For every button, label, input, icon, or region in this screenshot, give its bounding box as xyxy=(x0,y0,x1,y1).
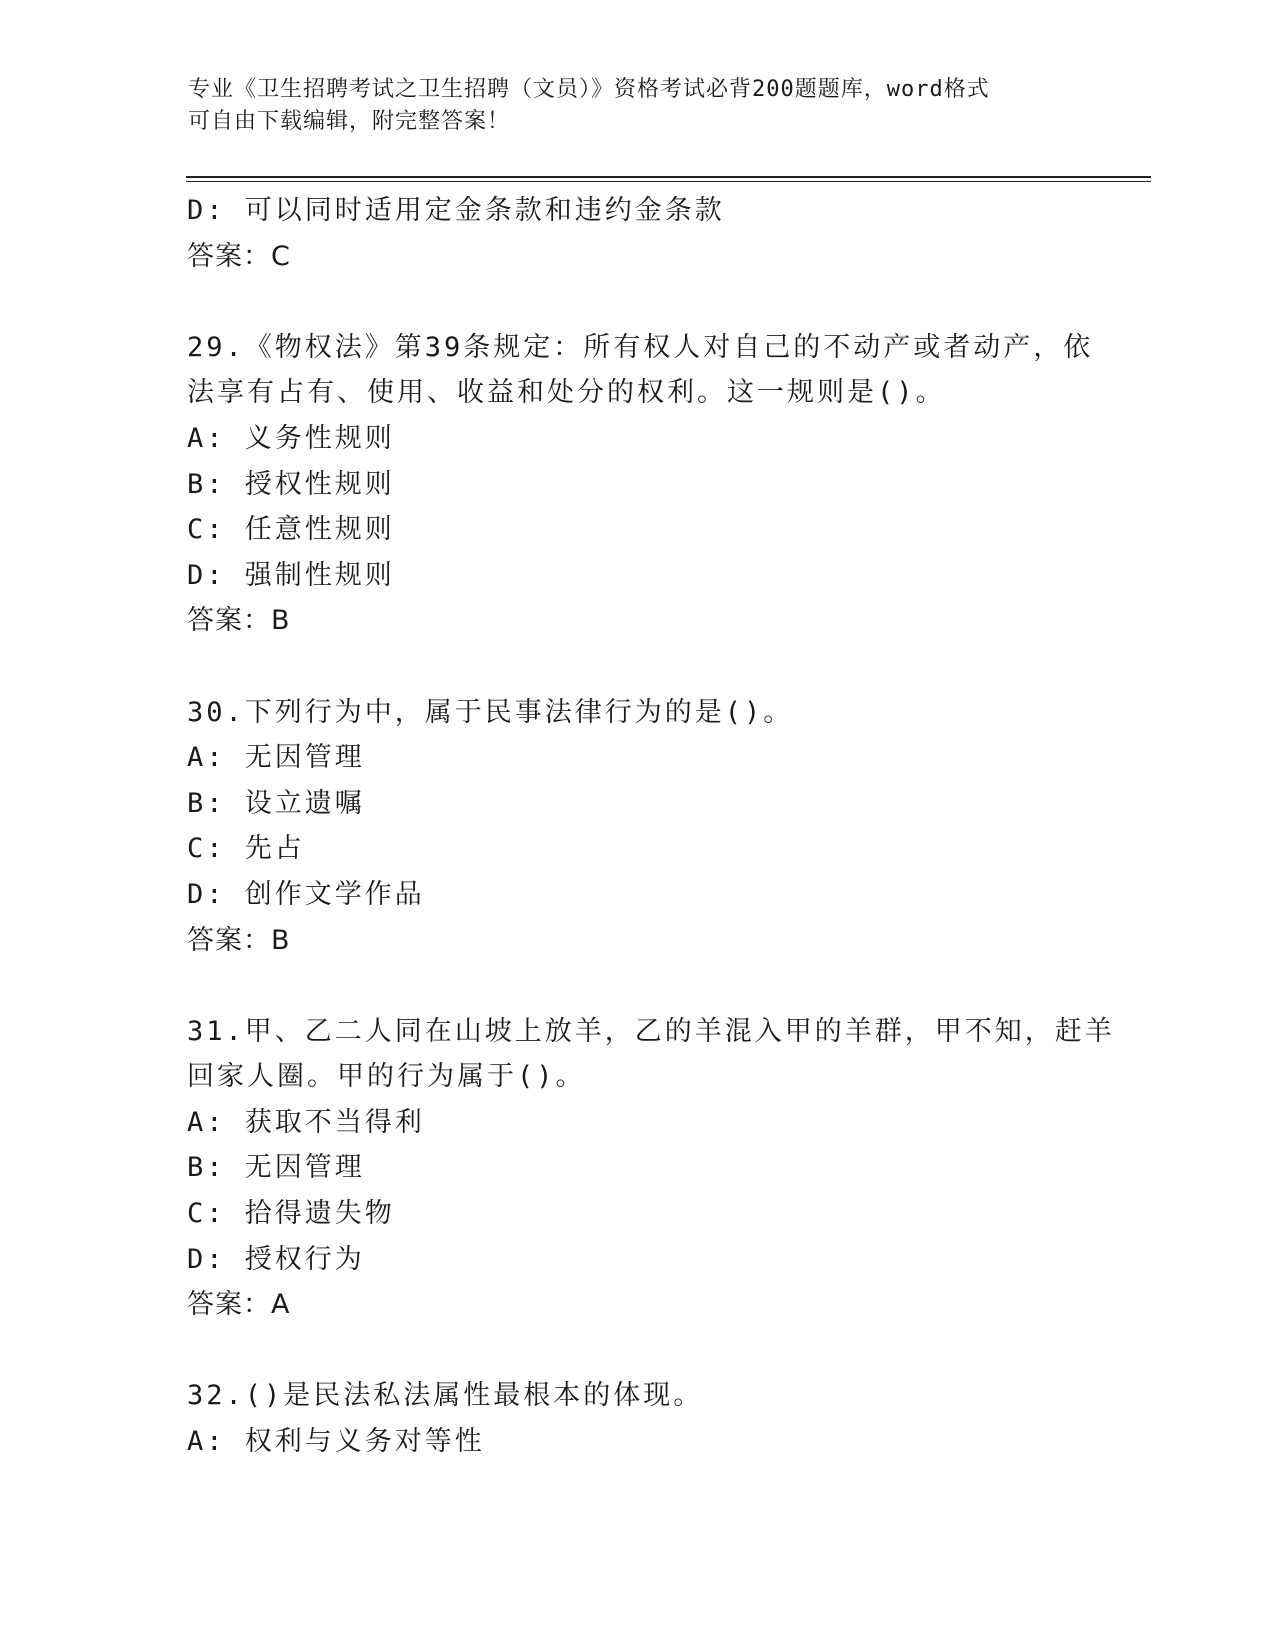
question-29 xyxy=(187,325,1094,644)
option-d: D: 创作文学作品 xyxy=(187,878,425,910)
option-c: C: 拾得遗失物 xyxy=(187,1198,395,1230)
previous-question-tail xyxy=(187,188,1087,279)
document-header xyxy=(188,74,1068,138)
header-divider-thick xyxy=(186,176,1151,178)
question-stem: 29.《物权法》第39条规定：所有权人对自己的不动产或者动产，依 xyxy=(187,331,1094,363)
option-b: B: 无因管理 xyxy=(187,1152,365,1184)
option-a: A: 获取不当得利 xyxy=(187,1106,425,1138)
header-divider-thin xyxy=(186,181,1151,182)
option-d: D: 可以同时适用定金条款和违约金条款 xyxy=(187,195,725,226)
spacer xyxy=(187,1328,1087,1374)
option-c: C: 任意性规则 xyxy=(187,514,395,546)
answer-line: 答案：B xyxy=(187,924,291,956)
question-30 xyxy=(187,690,1087,964)
question-stem: 30.下列行为中，属于民事法律行为的是()。 xyxy=(187,696,794,728)
answer-line: 答案：C xyxy=(187,240,291,272)
option-a: A: 无因管理 xyxy=(187,742,365,774)
spacer xyxy=(187,963,1087,1009)
header-line-2: 可自由下载编辑，附完整答案！ xyxy=(188,109,511,134)
question-stem-continued: 回家人圈。甲的行为属于()。 xyxy=(187,1061,586,1093)
option-b: B: 设立遗嘱 xyxy=(187,787,365,819)
question-32 xyxy=(187,1373,1087,1464)
option-a: A: 权利与义务对等性 xyxy=(187,1426,485,1458)
option-c: C: 先占 xyxy=(187,833,305,865)
question-stem: 32.()是民法私法属性最根本的体现。 xyxy=(187,1380,704,1412)
spacer xyxy=(187,279,1087,325)
option-d: D: 授权行为 xyxy=(187,1243,365,1275)
header-line-1: 专业《卫生招聘考试之卫生招聘（文员）》资格考试必背200题题库，word格式 xyxy=(188,77,990,102)
option-a: A: 义务性规则 xyxy=(187,422,395,454)
answer-line: 答案：A xyxy=(187,1289,291,1321)
option-b: B: 授权性规则 xyxy=(187,468,395,500)
answer-line: 答案：B xyxy=(187,605,291,637)
question-31 xyxy=(187,1009,1115,1328)
question-list xyxy=(187,188,1115,1465)
option-d: D: 强制性规则 xyxy=(187,559,395,591)
spacer xyxy=(187,644,1087,690)
question-stem: 31.甲、乙二人同在山坡上放羊，乙的羊混入甲的羊群，甲不知，赶羊 xyxy=(187,1015,1115,1047)
question-stem-continued: 法享有占有、使用、收益和处分的权利。这一规则是()。 xyxy=(187,377,946,409)
